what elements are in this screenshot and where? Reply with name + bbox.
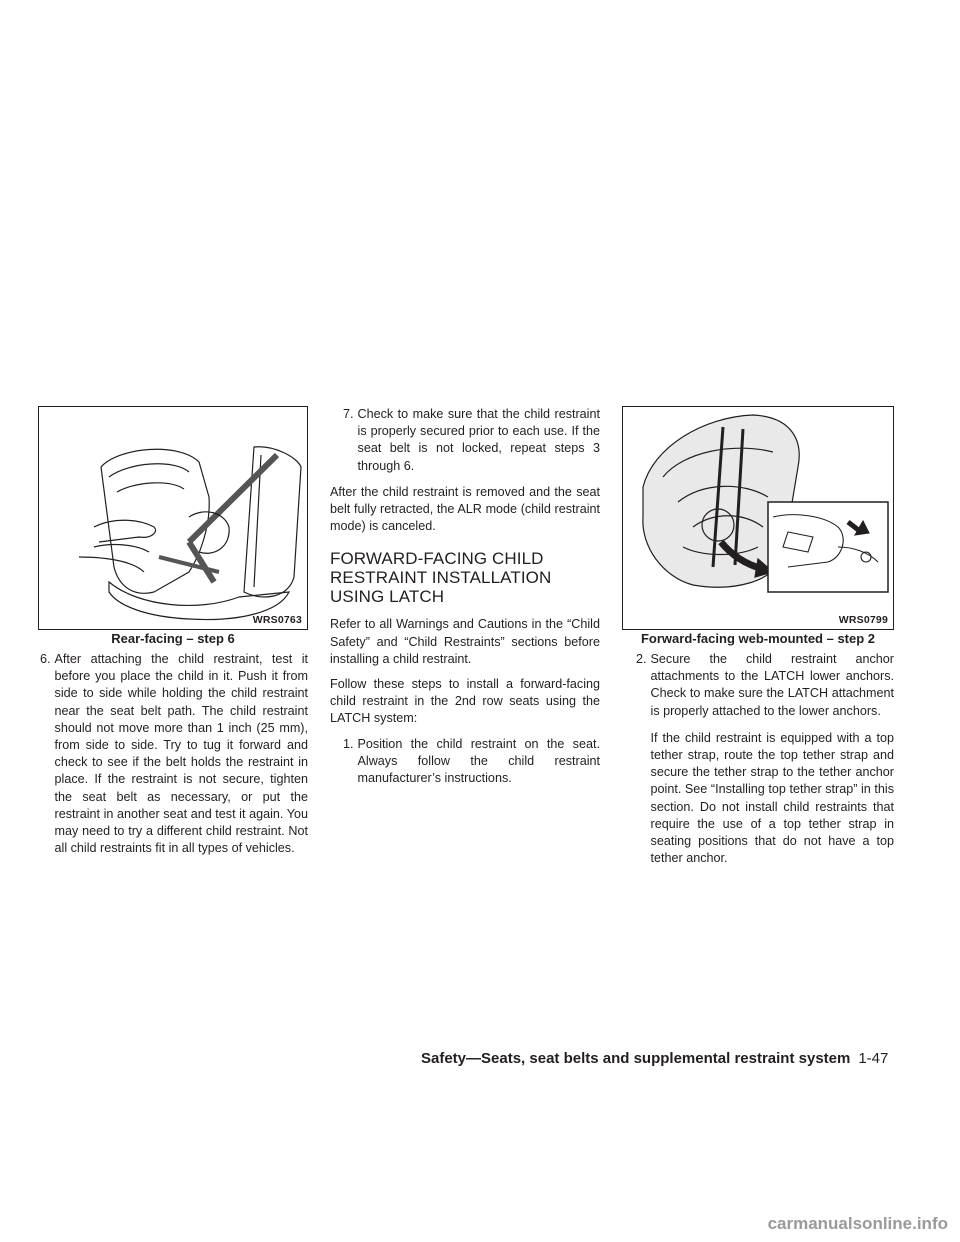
forward-facing-illustration: [623, 407, 892, 628]
figure-caption: Forward-facing web-mounted – step 2: [640, 631, 876, 646]
figure-forward-facing: [622, 406, 894, 630]
step-2: [623, 651, 894, 867]
step-number: 6.: [40, 652, 51, 666]
paragraph-alr: After the child restraint is removed and the seat belt fully retracted, the ALR mode (child restraint mode) is canceled.: [330, 484, 600, 534]
watermark-text: carmanualsonline.info: [767, 1214, 948, 1233]
step-number: 2.: [636, 652, 647, 666]
page-number: 1-47: [858, 1050, 889, 1067]
step-7: [330, 406, 600, 475]
step-text: Check to make sure that the child restraint is properly secured prior to each use. If the seat belt is not locked, repeat steps 3 through 6.: [357, 407, 600, 473]
step-subparagraph: If the child restraint is equipped with a top tether strap, route the top tether strap and secure the tether strap to the tether anchor point. See “Installing top tether strap” in this section. Do not install child restraints that require the use of a top tether strap in seating positions that do not have a top tether anchor.: [650, 730, 894, 866]
step-text: Position the child restraint on the seat. Always follow the child restraint manufacturer’s instructions.: [357, 736, 600, 786]
column-right: [623, 651, 894, 867]
column-middle: [330, 406, 600, 787]
figure-code: WRS0799: [838, 614, 888, 626]
footer-section-title: Safety—Seats, seat belts and supplemental restraint system: [421, 1050, 851, 1067]
figure-code: WRS0763: [252, 614, 302, 626]
paragraph-follow: Follow these steps to install a forward-facing child restraint in the 2nd row seats using the LATCH system:: [330, 677, 600, 726]
step-1: [330, 736, 600, 788]
step-number: 7.: [343, 407, 354, 421]
step-text: After attaching the child restraint, test it before you place the child in it. Push it from side to side while holding the child restraint near the seat belt path. The child restraint should not move more than 1 inch (25 mm), from side to side. Try to tug it forward and check to see if the belt holds the restraint in place. If the restraint is not secure, tighten the seat belt as necessary, or put the restraint in another seat and test it again. You may need to try a different child restraint. Not all child restraints fit in all types of vehicles.: [54, 652, 308, 856]
rear-facing-illustration: [39, 407, 306, 628]
figure-rear-facing: [38, 406, 308, 630]
step-6: [40, 651, 308, 857]
page-footer: [421, 1050, 888, 1067]
column-left: [40, 651, 308, 857]
step-number: 1.: [343, 736, 354, 751]
section-heading: FORWARD-FACING CHILD RESTRAINT INSTALLATION USING LATCH: [330, 549, 552, 607]
paragraph-refer: Refer to all Warnings and Cautions in the “Child Safety” and “Child Restraints” sections before installing a child restraint.: [330, 617, 600, 666]
figure-caption: Rear-facing – step 6: [111, 631, 235, 646]
step-text: Secure the child restraint anchor attachments to the LATCH lower anchors. Check to make sure the LATCH attachment is properly attached to the lower anchors.: [650, 652, 894, 718]
